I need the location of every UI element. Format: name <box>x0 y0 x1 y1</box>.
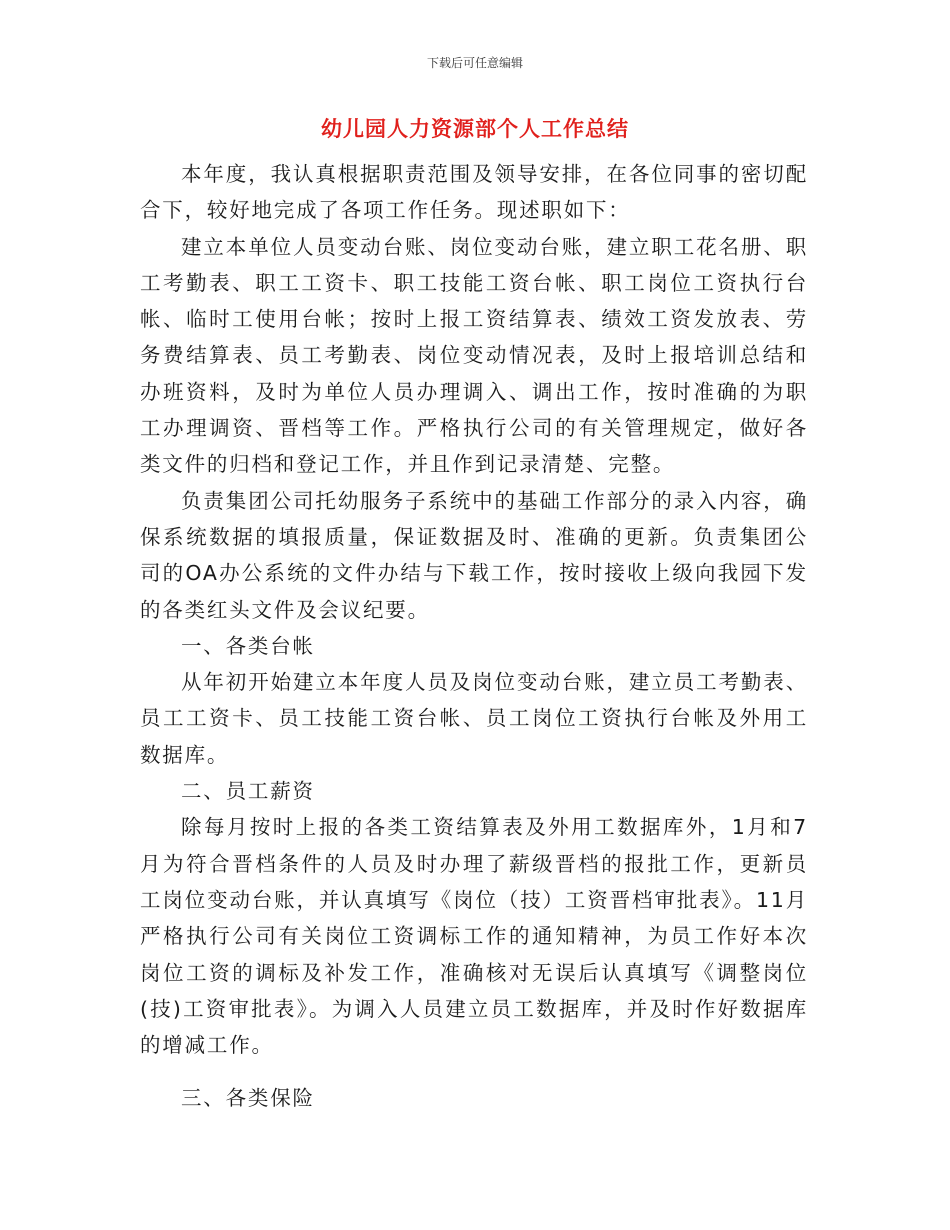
document-title: 幼儿园人力资源部个人工作总结 <box>321 117 629 141</box>
paragraph-intro: 本年度，我认真根据职责范围及领导安排，在各位同事的密切配合下，较好地完成了各项工作任务。现述职如下： <box>140 162 808 223</box>
paragraph-ledgers: 从年初开始建立本年度人员及岗位变动台账，建立员工考勤表、员工工资卡、员工技能工资台帐、员工岗位工资执行台帐及外用工数据库。 <box>140 670 808 767</box>
paragraph-ledgers-duties: 建立本单位人员变动台账、岗位变动台账，建立职工花名册、职工考勤表、职工工资卡、职工技能工资台帐、职工岗位工资执行台帐、临时工使用台帐；按时上报工资结算表、绩效工资发放表、劳务费结算表、员工考勤表、岗位变动情况表，及时上报培训总结和办班资料，及时为单位人员办理调入、调出工作，按时准确的为职工办理调资、晋档等工作。严格执行公司的有关管理规定，做好各类文件的归档和登记工作，并且作到记录清楚、完整。 <box>140 234 808 477</box>
paragraph-system-duties: 负责集团公司托幼服务子系统中的基础工作部分的录入内容，确保系统数据的填报质量，保证数据及时、准确的更新。负责集团公司的OA办公系统的文件办结与下载工作，按时接收上级向我园下发的各类红头文件及会议纪要。 <box>140 488 808 622</box>
header-note: 下载后可任意编辑 <box>426 56 523 70</box>
document-body <box>140 156 808 1117</box>
section-heading-insurance: 三、各类保险 <box>181 1086 315 1111</box>
section-heading-ledgers: 一、各类台帐 <box>181 633 315 658</box>
paragraph-salary: 除每月按时上报的各类工资结算表及外用工数据库外，1月和7月为符合晋档条件的人员及时办理了薪级晋档的报批工作，更新员工岗位变动台账，并认真填写《岗位（技）工资晋档审批表》。11月严格执行公司有关岗位工资调标工作的通知精神，为员工作好本次岗位工资的调标及补发工作，准确核对无误后认真填写《调整岗位(技)工资审批表》。为调入人员建立员工数据库，并及时作好数据库的增减工作。 <box>140 815 808 1058</box>
section-heading-salary: 二、员工薪资 <box>181 779 315 804</box>
